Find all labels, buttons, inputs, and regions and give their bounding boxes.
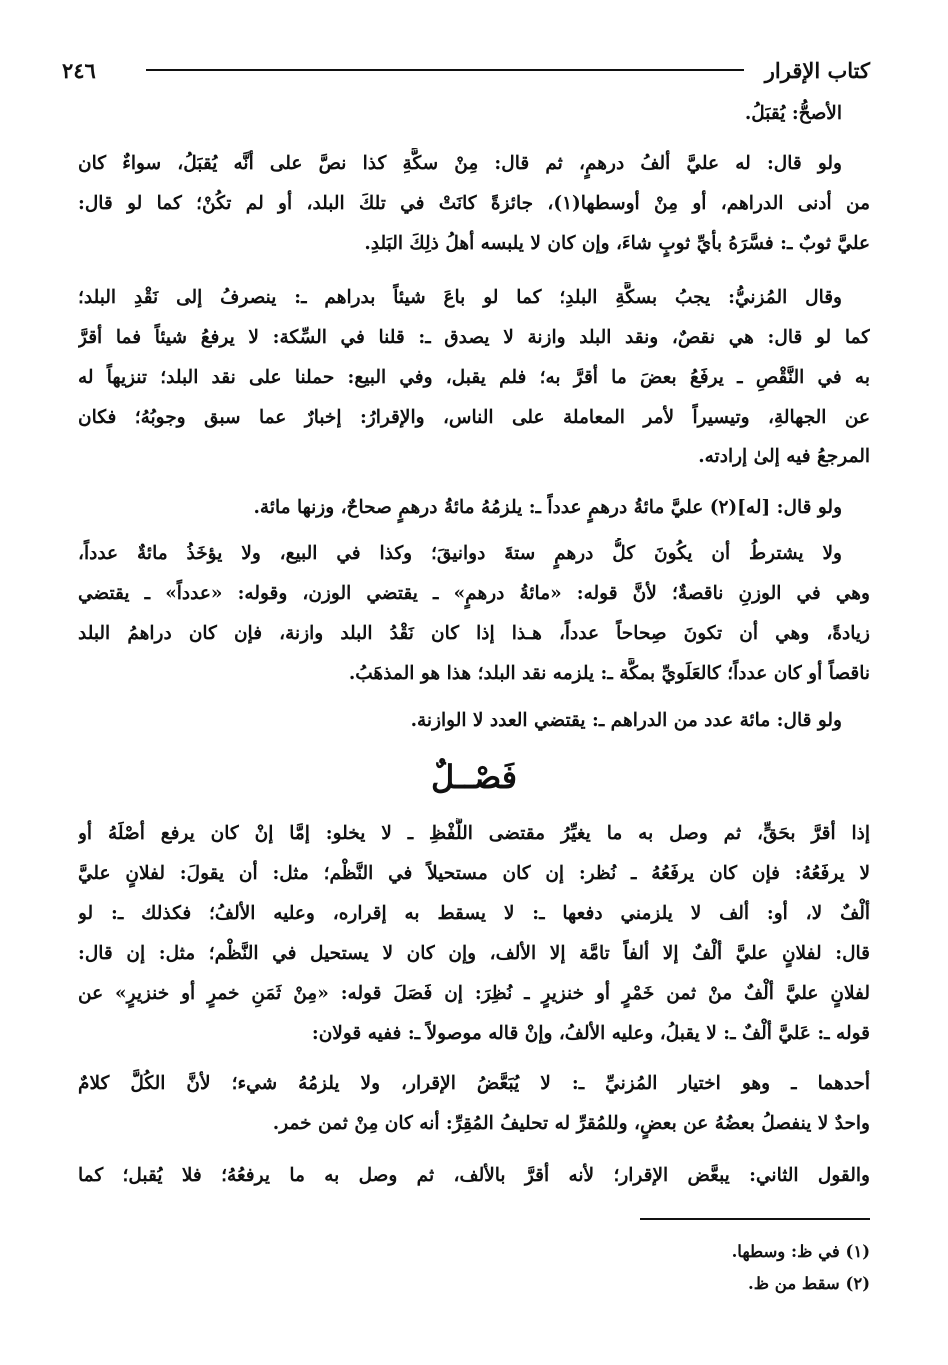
text-line: لا يرفَعُهُ: فإن كان يرفَعُهُ ـ نُظر: إن كان مستحيلاً في النَّظْم؛ مثل: أن يقولَ: لفلانٍ عليَّ (78, 863, 870, 884)
text-line: عليَّ ثوبٌ ـ: فسَّرَهُ بأيِّ ثوبٍ شاءَ، وإن كان لا يلبسه أهلُ ذلِكَ البَلدِ. (364, 233, 870, 254)
text-line: كما لو قال: هي نقصٌ، ونقد البلد وازنة لا يصدق ـ: قلنا في السِّكة: لا يرفعُ شيئاً فما أقرَّ (78, 327, 870, 348)
text-line: قال: لفلانٍ عليَّ ألْفٌ إلا ألفاً تامَّة إلا الألف، وإن كان لا يستحيل في النَّظْم؛ مثل: إن قال: (78, 943, 870, 964)
text-line: ولو قال: مائة عدد من الدراهم ـ: يقتضي العدد لا الوازنة. (410, 710, 842, 731)
header-rule (146, 69, 744, 71)
text-line: قوله ـ: عَليَّ ألْفٌ ـ: لا يقبلُ، وعليه الألفُ، وإنْ قاله موصولاً ـ: ففيه قولان: (311, 1023, 870, 1044)
text-line: ولو قال: [له](٢) عليَّ مائةُ درهمٍ عدداً ـ: يلزمُهُ مائةُ درهمٍ صحاحٌ، وزنها مائة. (253, 497, 842, 518)
text-line: وقال المُزنيُّ: يجبُ بسكَّةِ البلدِ؛ كما لو باعَ شيئاً بدراهم ـ: ينصرفُ إلى نَقْدِ البلد؛ (78, 287, 842, 308)
text-line: ولو قال: له عليَّ ألفُ درهمٍ، ثم قال: مِنْ سكَّةِ كذا نصَّ على أنَّه يُقبَلُ، سواءٌ كان (78, 153, 842, 174)
text-line: لفلانٍ عليَّ ألْفٌ منْ ثمن خَمْرٍ أو خنزيرٍ ـ نُظِرَ: إن فَصَلَ قوله: «مِنْ ثَمَنِ خمرٍ أو خنزيرٍ» عن (78, 983, 870, 1004)
text-line: المرجعُ فيه إلىٰ إرادته. (698, 446, 870, 467)
page-number: ٢٤٦ (62, 58, 96, 83)
text-line: الأصحُّ: يُقبَلُ. (744, 103, 842, 124)
book-title: كتاب الإقرار (764, 58, 870, 83)
section-heading: فَصْــلٌ (430, 758, 518, 796)
text-line: ناقصاً أو كان عدداً؛ كالعَلَويِّ بمكَّة ـ: يلزمه نقد البلد؛ هذا هو المذهَبُ. (348, 663, 870, 684)
text-line: ألْفٌ لا، أو: ألف لا يلزمني دفعها ـ: لا يسقط به إقراره، وعليه الألفُ؛ فكذلك ـ: لو (78, 903, 870, 924)
footnote: (١) في ظ: وسطها. (731, 1242, 870, 1261)
text-line: زيادةً، وهي أن تكونَ صِحاحاً عدداً، هـذا إذا كان نَقْدُ البلد وازنة، فإن كان دراهمُ البلد (78, 623, 870, 644)
text-line: من أدنى الدراهم، أو مِنْ أوسطها(١)، جائزةً كانَتْ في تلكَ البلد، أو لم تكُنْ؛ كما لو قال: (78, 193, 870, 214)
footnote-rule (640, 1218, 870, 1220)
text-line: أحدهما ـ وهو اختيار المُزنيِّ ـ: لا يُبَعَّضُ الإقرار، ولا يلزمُهُ شيء؛ لأنَّ الكُلَّ كلامٌ (78, 1073, 870, 1094)
text-line: إذا أقرَّ بحَقٍّ، ثم وصل به ما يغيِّرُ مقتضى اللَّفْظِ ـ لا يخلو: إمَّا إنْ كان يرفع أصْلَهُ أو (78, 823, 870, 844)
text-line: عن الجهالةِ، وتيسيراً لأمر المعاملة على الناس، والإقرارُ: إخبارٌ عما سبق وجوبُهُ؛ فكان (78, 407, 870, 428)
text-line: به في النَّقْصِ ـ يرفَعُ بعضَ ما أقرَّ به؛ فلم يقبل، وفي البيع: حملنا على نقد البلد؛ تنزيهاً له (78, 367, 870, 388)
text-line: ولا يشترطُ أن يكُونَ كلُّ درهمٍ ستةَ دوانيقَ؛ وكذا في البيع، ولا يؤخَذُ مائةٌ عدداً، (78, 543, 842, 564)
page-header (62, 52, 870, 92)
text-line: وهي في الوزنِ ناقصةٌ؛ لأنَّ قوله: «مائةُ درهمٍ» ـ يقتضي الوزن، وقوله: «عدداً» ـ يقتضي (78, 583, 870, 604)
text-line: والقول الثاني: يبعَّض الإقرار؛ لأنه أقرَّ بالألف، ثم وصل به ما يرفعُهُ؛ فلا يُقبل؛ كما (78, 1165, 870, 1186)
footnote: (٢) سقط من ظ. (748, 1274, 870, 1293)
text-line: واحدٌ لا ينفصلُ بعضُهُ عن بعضٍ، وللمُقرِّ له تحليفُ المُقِرِّ: أنه كان مِنْ ثمن خمر. (272, 1113, 870, 1134)
